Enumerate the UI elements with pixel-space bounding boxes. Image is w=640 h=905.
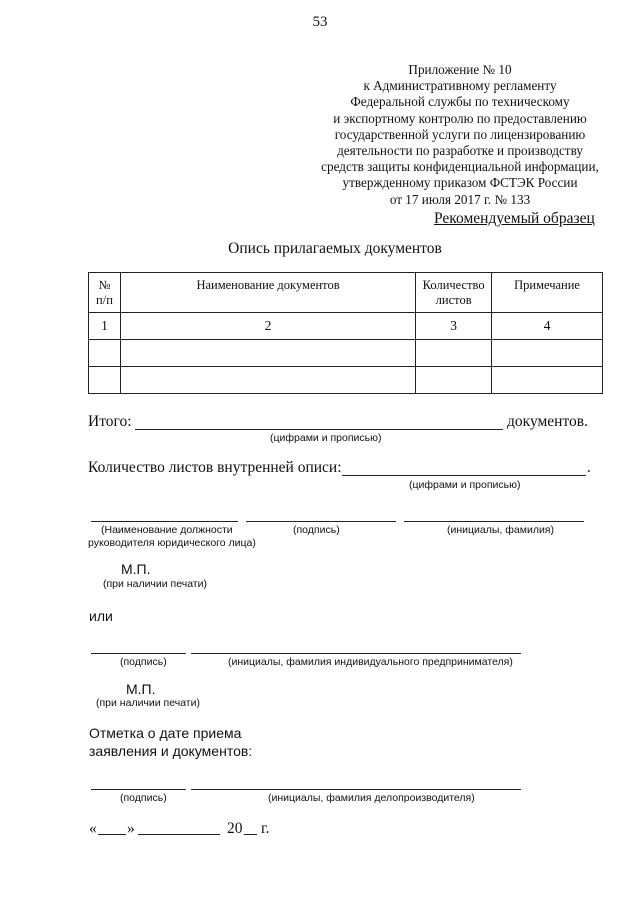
- documents-table: [88, 272, 603, 394]
- table-cell[interactable]: [416, 340, 492, 367]
- receipt-label: Отметка о дате приема: [89, 725, 242, 741]
- position-hint: (Наименование должности: [101, 524, 233, 536]
- total-fill-line[interactable]: [135, 429, 503, 430]
- date-close-quote: »: [127, 820, 135, 837]
- table-cell[interactable]: [492, 367, 603, 394]
- position-hint: руководителя юридического лица): [88, 537, 256, 549]
- signature-fill-line[interactable]: [91, 653, 186, 654]
- stamp-hint: (при наличии печати): [103, 578, 207, 590]
- name-hint: (инициалы, фамилия индивидуального предпринимателя): [228, 656, 513, 668]
- inner-sheets-suffix: .: [587, 459, 591, 476]
- signature-fill-line[interactable]: [246, 521, 396, 522]
- table-cell[interactable]: [89, 340, 121, 367]
- receipt-label: заявления и документов:: [89, 743, 253, 759]
- table-cell: 1: [89, 313, 121, 340]
- stamp-label: М.П.: [126, 681, 156, 697]
- year-fill-line[interactable]: [244, 834, 257, 835]
- appendix-line: государственной услуги по лицензированию: [334, 126, 586, 142]
- appendix-line: к Административному регламенту: [363, 78, 557, 94]
- appendix-line: Федеральной службы по техническому: [350, 94, 570, 110]
- inner-sheets-label: Количество листов внутренней описи:: [88, 459, 342, 476]
- table-cell: 2: [120, 313, 415, 340]
- signature-hint: (подпись): [120, 792, 167, 804]
- month-fill-line[interactable]: [138, 834, 220, 835]
- page-number: 53: [312, 14, 328, 30]
- signature-fill-line[interactable]: [91, 789, 186, 790]
- name-fill-line[interactable]: [191, 789, 521, 790]
- name-hint: (инициалы, фамилия): [447, 524, 554, 536]
- table-cell: 4: [492, 313, 603, 340]
- appendix-line: утвержденному приказом ФСТЭК России: [342, 175, 578, 191]
- or-label: или: [89, 608, 113, 624]
- header-cell-number: [89, 273, 121, 313]
- name-fill-line[interactable]: [404, 521, 584, 522]
- header-line: Количество: [422, 278, 485, 292]
- stamp-label: М.П.: [121, 561, 151, 577]
- table-cell: 3: [416, 313, 492, 340]
- header-line: №: [98, 278, 111, 292]
- header-line: п/п: [96, 293, 113, 307]
- header-cell-name: Наименование документов: [120, 273, 415, 313]
- table-cell[interactable]: [89, 367, 121, 394]
- table-row: [89, 340, 603, 367]
- table-cell[interactable]: [120, 367, 415, 394]
- table-row: [89, 313, 603, 340]
- stamp-hint: (при наличии печати): [96, 697, 200, 709]
- appendix-line: и экспортному контролю по предоставлению: [333, 110, 587, 126]
- date-open-quote: «: [89, 820, 97, 837]
- total-hint: (цифрами и прописью): [270, 432, 382, 444]
- total-suffix: документов.: [507, 413, 588, 430]
- appendix-line: средств защиты конфиденциальной информации,: [321, 159, 599, 175]
- recommended-sample-label: Рекомендуемый образец: [434, 210, 595, 227]
- header-cell-sheets: [416, 273, 492, 313]
- table-cell[interactable]: [416, 367, 492, 394]
- table-cell[interactable]: [492, 340, 603, 367]
- header-line: листов: [435, 293, 472, 307]
- table-cell[interactable]: [120, 340, 415, 367]
- name-fill-line[interactable]: [191, 653, 521, 654]
- appendix-line: от 17 июля 2017 г. № 133: [389, 191, 531, 207]
- total-label: Итого:: [88, 413, 132, 430]
- year-prefix: 20: [227, 820, 243, 837]
- inner-sheets-hint: (цифрами и прописью): [409, 479, 521, 491]
- appendix-line: Приложение № 10: [408, 62, 512, 77]
- signature-hint: (подпись): [120, 656, 167, 668]
- appendix-header: [300, 62, 620, 208]
- day-fill-line[interactable]: [98, 834, 126, 835]
- appendix-line: деятельности по разработке и производству: [337, 143, 583, 159]
- position-fill-line[interactable]: [91, 521, 238, 522]
- document-title: Опись прилагаемых документов: [228, 240, 442, 257]
- year-suffix: г.: [261, 820, 270, 837]
- table-header-row: [89, 273, 603, 313]
- inner-sheets-fill-line[interactable]: [342, 475, 586, 476]
- signature-hint: (подпись): [293, 524, 340, 536]
- table-row: [89, 367, 603, 394]
- name-hint: (инициалы, фамилия делопроизводителя): [268, 792, 475, 804]
- header-cell-note: Примечание: [492, 273, 603, 313]
